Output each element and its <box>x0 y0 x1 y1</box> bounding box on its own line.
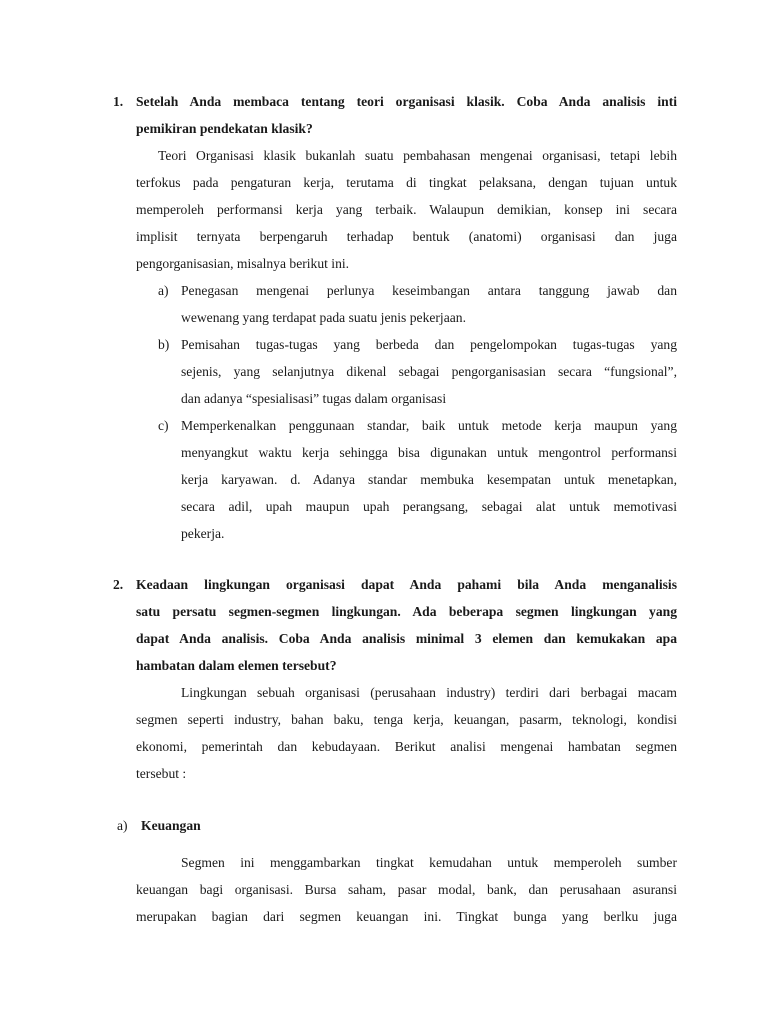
section-a-line-2: keuangan bagi organisasi. Bursa saham, pasar modal, bank, dan perusahaan asuransi <box>136 882 677 897</box>
question-2-title-line-4: hambatan dalam elemen tersebut? <box>136 658 337 673</box>
q2-intro-line-2: segmen seperti industry, bahan baku, tenga kerja, keuangan, pasarm, teknologi, kondisi <box>136 712 677 727</box>
q1-intro-line-3: memperoleh performansi kerja yang terbaik. Walaupun demikian, konsep ini secara <box>136 202 677 217</box>
q1-item-a-label: a) <box>158 283 169 298</box>
q1-intro-line-4: implisit ternyata berpengaruh terhadap bentuk (anatomi) organisasi dan juga <box>136 229 677 244</box>
q1-item-b-line-1: Pemisahan tugas-tugas yang berbeda dan pengelompokan tugas-tugas yang <box>181 337 677 352</box>
q1-item-c-line-1: Memperkenalkan penggunaan standar, baik untuk metode kerja maupun yang <box>181 418 677 433</box>
section-a-heading: Keuangan <box>141 818 201 833</box>
q1-item-b-line-2: sejenis, yang selanjutnya dikenal sebagai pengorganisasian secara “fungsional”, <box>181 364 677 379</box>
q1-item-c-label: c) <box>158 418 169 433</box>
question-2-title-line-3: dapat Anda analisis. Coba Anda analisis minimal 3 elemen dan kemukakan apa <box>136 631 677 646</box>
q1-item-c-line-3: kerja karyawan. d. Adanya standar membuka kesempatan untuk menetapkan, <box>181 472 677 487</box>
q1-item-c-line-2: menyangkut waktu kerja sehingga bisa digunakan untuk mengontrol performansi <box>181 445 677 460</box>
q1-item-c-line-5: pekerja. <box>181 526 225 541</box>
question-1-number: 1. <box>113 94 124 109</box>
q1-intro-line-2: terfokus pada pengaturan kerja, terutama di tingkat pelaksana, dengan tujuan untuk <box>136 175 677 190</box>
section-a-line-3: merupakan bagian dari segmen keuangan ini. Tingkat bunga yang berlku juga <box>136 909 677 924</box>
q1-intro-line-5: pengorganisasian, misalnya berikut ini. <box>136 256 350 271</box>
question-2-title-line-2: satu persatu segmen-segmen lingkungan. Ada beberapa segmen lingkungan yang <box>136 604 677 619</box>
q1-item-c-line-4: secara adil, upah maupun upah perangsang, sebagai alat untuk memotivasi <box>181 499 677 514</box>
q1-item-a-line-1: Penegasan mengenai perlunya keseimbangan antara tanggung jawab dan <box>181 283 677 298</box>
section-a-label: a) <box>117 818 128 833</box>
q1-item-b-line-3: dan adanya “spesialisasi” tugas dalam organisasi <box>181 391 447 406</box>
question-1-title-line-2: pemikiran pendekatan klasik? <box>136 121 313 136</box>
q2-intro-line-1: Lingkungan sebuah organisasi (perusahaan industry) terdiri dari berbagai macam <box>181 685 677 700</box>
question-2-number: 2. <box>113 577 124 592</box>
q2-intro-line-4: tersebut : <box>136 766 187 781</box>
q1-item-a-line-2: wewenang yang terdapat pada suatu jenis pekerjaan. <box>181 310 466 325</box>
question-2-title-line-1: Keadaan lingkungan organisasi dapat Anda pahami bila Anda menganalisis <box>136 577 677 592</box>
q1-item-b-label: b) <box>158 337 170 352</box>
question-1-title-line-1: Setelah Anda membaca tentang teori organisasi klasik. Coba Anda analisis inti <box>136 94 677 109</box>
q2-intro-line-3: ekonomi, pemerintah dan kebudayaan. Berikut analisi mengenai hambatan segmen <box>136 739 677 754</box>
section-a-line-1: Segmen ini menggambarkan tingkat kemudahan untuk memperoleh sumber <box>181 855 677 870</box>
q1-intro-line-1: Teori Organisasi klasik bukanlah suatu pembahasan mengenai organisasi, tetapi lebih <box>158 148 677 163</box>
